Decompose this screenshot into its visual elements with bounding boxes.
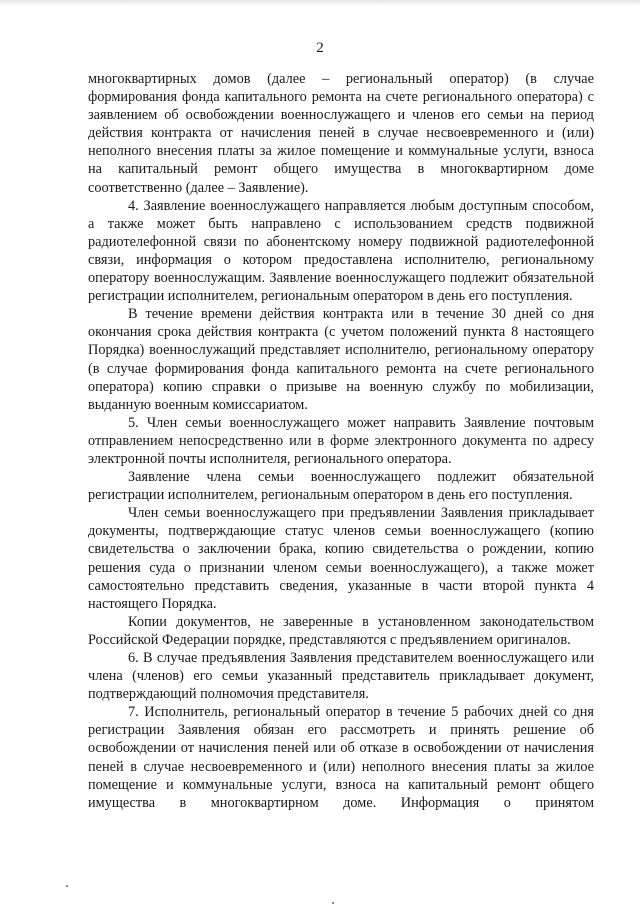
paragraph-item-4: 4. Заявление военнослужащего направляется любым доступным способом, а также может быть направлено с использованием средств подвижной радиотелефонной связи по абонентскому номеру подвижной радиотелефонной связи, информация о котором предоставлена исполнителю, региональному оператору военнослужащим. Заявление военнослужащего подлежит обязательной регистрации исполнителем, региональным оператором в день его поступления.: [88, 197, 594, 305]
paragraph-mobilization-certificate: В течение времени действия контракта или в течение 30 дней со дня окончания срока действия контракта (с учетом положений пункта 8 настоящего Порядка) военнослужащий представляет исполнителю, региональному оператору (в случае формирования фонда капитального ремонта на счете регионального оператора) копию справки о призыве на военную службу по мобилизации, выданную военным комиссариатом.: [88, 306, 594, 413]
page-number: 2: [316, 40, 324, 56]
paragraph-item-6: 6. В случае предъявления Заявления представителем военнослужащего или члена (членов) его семьи указанный представитель прикладывает документ, подтверждающий полномочия представителя.: [88, 650, 594, 703]
paragraph-item-5: 5. Член семьи военнослужащего может направить Заявление почтовым отправлением непосредственно или в форме электронного документа по адресу электронной почты исполнителя, регионального оператора.: [88, 414, 594, 467]
paragraph-family-registration: Заявление члена семьи военнослужащего подлежит обязательной регистрации исполнителем, региональным оператором в день его поступления.: [88, 469, 594, 504]
paragraph-continuation: многоквартирных домов (далее – региональный оператор) (в случае формирования фонда капитального ремонта на счете регионального оператора) с заявлением об освобождении военнослужащего и членов его семьи на период действия контракта от начисления пеней в случае несвоевременного и (или) неполного внесения платы за жилое помещение и коммунальные услуги, взноса на капитальный ремонт общего имущества в многоквартирном доме соответственно (далее – Заявление).: [88, 71, 594, 196]
document-body: [88, 70, 594, 812]
paragraph-family-documents: Член семьи военнослужащего при предъявлении Заявления прикладывает документы, подтверждающие статус членов семьи военнослужащего (копию свидетельства о заключении брака, копию свидетельства о рождении, копию решения суда о признании членом семьи военнослужащего), а также может самостоятельно представить сведения, указанные в части второй пункта 4 настоящего Порядка.: [88, 505, 594, 612]
paragraph-document-copies: Копии документов, не заверенные в установленном законодательством Российской Федерации порядке, представляются с предъявлением оригиналов.: [88, 613, 594, 648]
scan-speck: [66, 885, 68, 887]
paragraph-item-7: 7. Исполнитель, региональный оператор в течение 5 рабочих дней со дня регистрации Заявления обязан его рассмотреть и принять решение об освобождении от начисления пеней или об отказе в освобождении от начисления пеней в случае несвоевременного и (или) неполного внесения платы за жилое помещение и коммунальные услуги, взноса на капитальный ремонт общего имущества в многоквартирном доме. Информация о принятом: [88, 704, 594, 811]
scan-speck: [332, 902, 334, 904]
scan-top-edge: [0, 0, 640, 6]
